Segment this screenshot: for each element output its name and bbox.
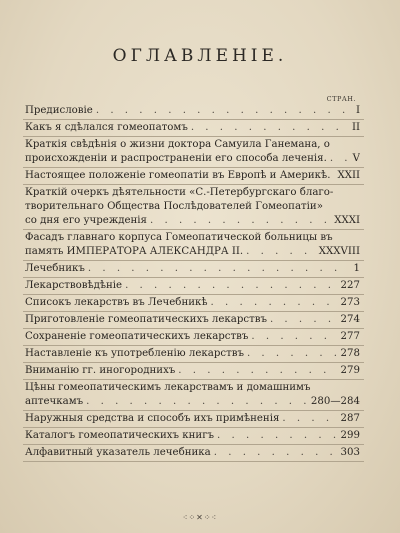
dot-leader [211,296,338,310]
dot-leader [246,245,316,259]
page-column-label: СТРАН. [326,95,356,103]
dot-leader [330,152,347,166]
toc-page-number: II [351,122,360,133]
toc-entry [25,231,360,261]
toc-entry [25,279,360,295]
toc-page-number: V [352,153,360,164]
toc-page-number: 299 [340,430,360,441]
toc-page-number: XXXVIII [318,246,360,257]
toc-page-number: 287 [340,413,360,424]
toc-entry [25,121,360,137]
dot-leader [178,364,337,378]
toc-entry-title: Лекарствовѣдѣніе [25,280,123,291]
toc-page-number: XXII [337,170,360,181]
toc-entry-title: Фасадъ главнаго корпуса Гомеопатической больницы въ [25,232,333,243]
toc-page-number: 273 [340,297,360,308]
dot-leader [86,395,308,409]
dot-leader [150,214,331,228]
toc-entry-title: Предисловіе [25,105,93,116]
dot-leader [282,412,337,426]
toc-page-number: 227 [340,280,360,291]
toc-entry [25,169,360,185]
dot-leader [270,313,338,327]
dot-leader [247,347,338,361]
toc-entry-title: Наружныя средства и способъ ихъ примѣненія [25,413,280,424]
toc-entry-title-continued: память ИМПЕРАТОРА АЛЕКСАНДРА II. [25,246,244,257]
dot-leader [214,446,338,460]
toc-entry-title: Настоящее положеніе гомеопатіи въ Европѣ и Америкѣ. [25,170,331,181]
toc-entry-title-continued: аптечкамъ [25,396,84,407]
toc-entry-title-continued: со дня его учрежденія [25,215,147,226]
toc-page-number: 279 [340,365,360,376]
toc-page-number: I [355,105,360,116]
toc-entry [25,429,360,445]
toc-page-number: XXXI [334,215,360,226]
page-title: ОГЛАВЛЕНІЕ. [112,46,288,66]
toc-entry [25,138,360,168]
toc-entry-title: Краткій очеркъ дѣятельности «С.-Петербургскаго благо- [25,187,334,198]
dot-leader [191,121,347,135]
table-of-contents [25,104,360,463]
toc-entry-title: Наставленіе къ употребленію лекарствъ [25,348,244,359]
toc-entry [25,104,360,120]
dot-leader [125,279,337,293]
toc-entry-title: Алфавитный указатель лечебника [25,447,211,458]
toc-page-number: 278 [340,348,360,359]
toc-entry [25,364,360,380]
dot-leader [333,169,334,183]
toc-page-number: 280—284 [310,396,360,407]
tailpiece-ornament: ⁖⁘✕⁘⁖ [182,513,218,522]
toc-entry-title: Списокъ лекарствъ въ Лечебникѣ [25,297,208,308]
toc-page-number: 274 [340,314,360,325]
toc-entry-title: Лечебникъ [25,263,85,274]
dot-leader [251,330,337,344]
dot-leader [88,262,347,276]
toc-entry-title-continued: происхожденіи и распространеніи его способа леченія. [25,153,327,164]
toc-page-number: 303 [340,447,360,458]
toc-entry-title-continued: творительнаго Общества Послѣдователей Гомеопатіи» [25,201,323,212]
toc-entry [25,347,360,363]
toc-entry-title: Краткія свѣдѣнія о жизни доктора Самуила Ганемана, о [25,139,330,150]
toc-entry [25,313,360,329]
toc-page-number: 1 [353,263,360,274]
toc-entry [25,296,360,312]
toc-entry-title: Какъ я сдѣлался гомеопатомъ [25,122,188,133]
toc-entry-title: Приготовленіе гомеопатическихъ лекарствъ [25,314,267,325]
toc-entry-title: Каталогъ гомеопатическихъ книгъ [25,430,215,441]
toc-entry [25,330,360,346]
toc-entry-title: Вниманію гг. иногороднихъ [25,365,176,376]
toc-entry [25,186,360,230]
toc-entry-title: Цѣны гомеопатическимъ лекарствамъ и домашнимъ [25,382,311,393]
toc-entry [25,412,360,428]
dot-leader [96,104,347,118]
toc-entry-title: Сохраненіе гомеопатическихъ лекарствъ [25,331,249,342]
toc-entry [25,381,360,411]
toc-entry [25,446,360,462]
toc-entry [25,262,360,278]
dot-leader [217,429,338,443]
toc-page-number: 277 [340,331,360,342]
